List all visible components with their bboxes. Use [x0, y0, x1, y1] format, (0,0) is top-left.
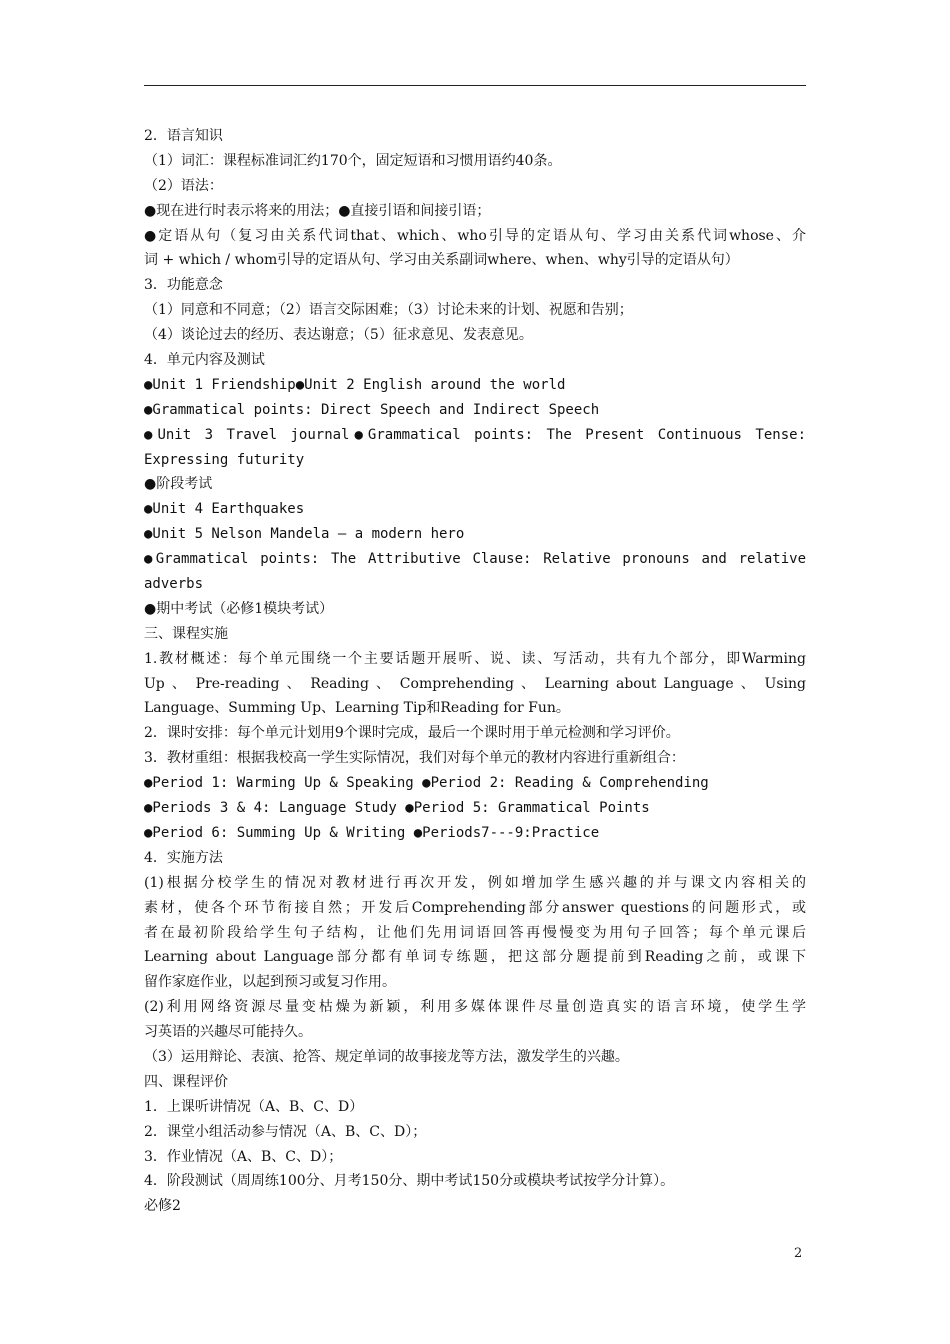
text-line: adverbs [144, 576, 204, 593]
text-line: Up 、 Pre-reading 、 Reading 、 Comprehending 、 Learning about Language 、 Using [144, 675, 806, 692]
text-line: 4．实施方法 [144, 849, 223, 866]
text-line: （1）同意和不同意；（2）语言交际困难；（3）讨论未来的计划、祝愿和告别； [144, 302, 633, 319]
text-line: ●Unit 5 Nelson Mandela — a modern hero [144, 526, 465, 543]
text-line: ●Period 1: Warming Up & Speaking ●Period 2: Reading & Comprehending [144, 775, 709, 792]
text-line: 必修2 [144, 1198, 181, 1215]
text-line: Expressing futurity [144, 451, 305, 468]
text-line: ●Period 6: Summing Up & Writing ●Periods7---9:Practice [144, 824, 600, 841]
page-number: 2 [794, 1246, 803, 1261]
text-line: 1．上课听讲情况（A、B、C、D） [144, 1098, 364, 1115]
text-line: 4．阶段测试（周周练100分、月考150分、期中考试150分或模块考试按学分计算）。 [144, 1173, 675, 1190]
text-line: ●现在进行时表示将来的用法；●直接引语和间接引语； [144, 202, 491, 219]
text-line: ●Grammatical points: The Attributive Clause: Relative pronouns and relative [144, 551, 806, 568]
text-line: ●Unit 4 Earthquakes [144, 501, 305, 518]
text-line: 3．作业情况（A、B、C、D）； [144, 1148, 343, 1165]
text-line: ●Unit 1 Friendship●Unit 2 English around the world [144, 376, 566, 393]
text-line: 者在最初阶段给学生句子结构，让他们先用词语回答再慢慢变为用句子回答；每个单元课后 [144, 924, 806, 941]
text-line: ●Periods 3 & 4: Language Study ●Period 5: Grammatical Points [144, 800, 650, 817]
text-line: (1)根据分校学生的情况对教材进行再次开发，例如增加学生感兴趣的并与课文内容相关的 [144, 874, 806, 891]
text-line: 2．课时安排：每个单元计划用9个课时完成，最后一个课时用于单元检测和学习评价。 [144, 725, 680, 742]
text-line: 4．单元内容及测试 [144, 352, 265, 369]
text-line: 2．课堂小组活动参与情况（A、B、C、D）； [144, 1123, 427, 1140]
text-line: 词 + which / whom引导的定语从句、学习由关系副词where、when、why引导的定语从句） [144, 252, 739, 269]
text-line: 留作家庭作业，以起到预习或复习作用。 [144, 974, 396, 991]
text-line: 1.教材概述：每个单元围绕一个主要话题开展听、说、读、写活动，共有九个部分，即Warming [144, 650, 806, 667]
text-line: Language、Summing Up、Learning Tip和Reading for Fun。 [144, 700, 570, 717]
text-line: ●定语从句（复习由关系代词that、which、who引导的定语从句、学习由关系代词whose、介 [144, 227, 806, 244]
text-line: ●Grammatical points: Direct Speech and Indirect Speech [144, 401, 600, 418]
text-line: 素材，使各个环节衔接自然；开发后Comprehending部分answer questions的问题形式，或 [144, 899, 806, 916]
text-line: 3．功能意念 [144, 277, 223, 294]
text-line: 三、课程实施 [144, 625, 228, 642]
text-line: （1）词汇：课程标准词汇约170个，固定短语和习惯用语约40条。 [144, 152, 562, 169]
text-line: 习英语的兴趣尽可能持久。 [144, 1024, 312, 1041]
text-line: 四、课程评价 [144, 1073, 228, 1090]
text-line: ●期中考试（必修1模块考试） [144, 600, 334, 617]
text-line: ●阶段考试 [144, 476, 213, 493]
document-body [144, 124, 806, 1219]
text-line: (2)利用网络资源尽量变枯燥为新颖，利用多媒体课件尽量创造真实的语言环境，使学生学 [144, 999, 806, 1016]
text-line: ●Unit 3 Travel journal●Grammatical points: The Present Continuous Tense: [144, 426, 806, 443]
header-rule [144, 85, 806, 86]
text-line: 3．教材重组：根据我校高一学生实际情况，我们对每个单元的教材内容进行重新组合： [144, 750, 685, 767]
text-line: （2）语法： [144, 177, 223, 194]
text-line: （3）运用辩论、表演、抢答、规定单词的故事接龙等方法，激发学生的兴趣。 [144, 1048, 629, 1065]
text-line: （4）谈论过去的经历、表达谢意；（5）征求意见、发表意见。 [144, 327, 533, 344]
text-line: 2．语言知识 [144, 128, 223, 144]
text-line: Learning about Language部分都有单词专练题，把这部分题提前到Reading之前，或课下 [144, 949, 806, 966]
